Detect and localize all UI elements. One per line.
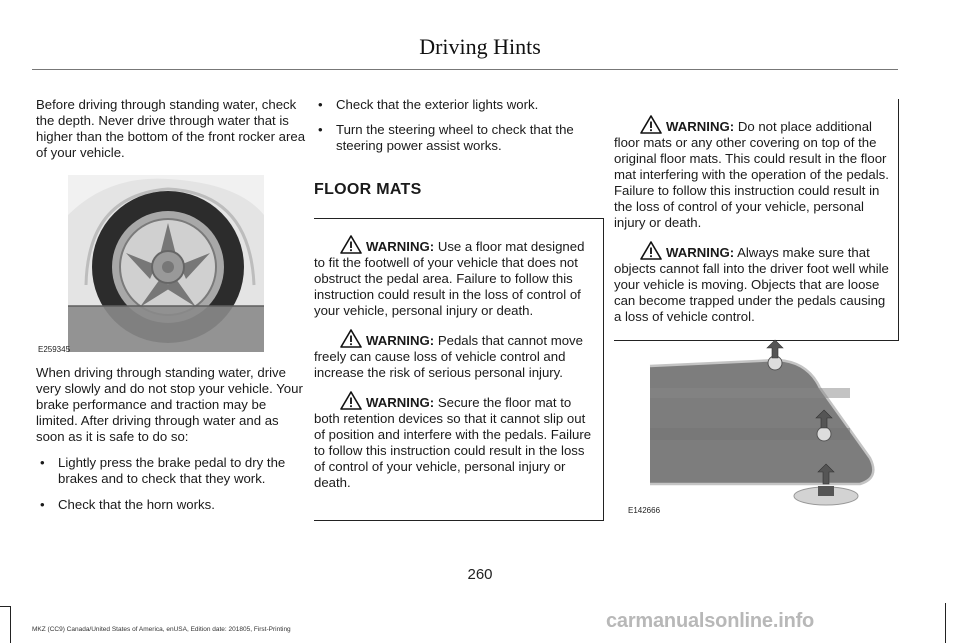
column-right	[614, 99, 899, 341]
crop-mark	[10, 606, 11, 643]
warning-paragraph	[314, 391, 599, 491]
after-water-checklist	[36, 455, 306, 513]
warning-label: WARNING:	[666, 245, 735, 260]
column-left	[36, 97, 306, 161]
list-item: • Turn the steering wheel to check that the steering power assist works.	[314, 122, 604, 154]
wheel-in-water-icon	[68, 175, 264, 352]
warning-triangle-icon	[340, 329, 362, 348]
header-rule	[32, 69, 898, 70]
column-left-lower	[36, 365, 306, 513]
intro-paragraph: Before driving through standing water, check the depth. Never drive through water that is higher than the bottom of the front rocker area of your vehicle.	[36, 97, 306, 160]
list-item: • Check that the exterior lights work.	[314, 97, 604, 113]
floor-mat-retention-icon	[628, 338, 890, 510]
warning-triangle-icon	[340, 391, 362, 410]
warning-triangle-icon	[640, 115, 662, 134]
warning-label: WARNING:	[366, 333, 435, 348]
warning-paragraph	[314, 235, 599, 319]
warning-box-additional-mats	[614, 99, 899, 341]
check-list-continued	[314, 97, 604, 154]
column-middle	[314, 97, 604, 521]
arrow-up-icon	[767, 340, 783, 370]
page-header-title: Driving Hints	[419, 34, 541, 59]
warning-label: WARNING:	[366, 239, 435, 254]
warning-paragraph	[314, 329, 599, 381]
warning-text: Pedals that cannot move freely can cause loss of vehicle control and increase the risk of serious personal injury.	[314, 333, 583, 380]
warning-text: Secure the floor mat to both retention devices so that it cannot slip out of position and interfere with the pedals. Failure to follow this instruction could result in the loss of control of your vehicle, personal injury or death.	[314, 395, 592, 490]
figure-code-floor-mat: E142666	[628, 506, 661, 515]
warning-paragraph	[614, 241, 894, 325]
page-number: 260	[467, 566, 493, 583]
warning-text: Use a floor mat designed to fit the footwell of your vehicle that does not obstruct the pedal area. Failure to follow this instruction could result in the loss of control of your vehicle, personal injury or death.	[314, 239, 585, 318]
list-item: • Check that the horn works.	[36, 497, 306, 513]
warning-label: WARNING:	[666, 119, 735, 134]
floor-mat-illustration	[628, 338, 890, 510]
watermark-site: carmanualsonline.info	[606, 610, 815, 632]
warning-box-floor-mats	[314, 218, 604, 521]
warning-triangle-icon	[640, 241, 662, 260]
warning-label: WARNING:	[366, 395, 435, 410]
footer-edition-text: MKZ (CC9) Canada/United States of America, enUSA, Edition date: 201805, First-Printing	[32, 626, 291, 633]
crop-mark	[945, 603, 946, 643]
warning-text: Do not place additional floor mats or any other covering on top of the original floor mats. This could result in the floor mat interfering with the operation of the pedals. Failure to follow this instruction could result in the loss of control of your vehicle, personal injury or death.	[614, 119, 889, 230]
list-item: • Lightly press the brake pedal to dry the brakes and to check that they work.	[36, 455, 306, 487]
wheel-illustration	[68, 175, 264, 352]
figure-code-wheel: E259345	[38, 345, 71, 354]
warning-text: Always make sure that objects cannot fall into the driver foot well while your vehicle is moving. Objects that are loose can become trapped under the pedals causing a loss of vehicle control.	[614, 245, 889, 324]
section-heading-floor-mats: FLOOR MATS	[314, 181, 422, 198]
warning-triangle-icon	[340, 235, 362, 254]
crop-mark	[0, 606, 10, 607]
warning-paragraph	[614, 115, 894, 231]
water-driving-paragraph: When driving through standing water, drive very slowly and do not stop your vehicle. Your brake performance and traction may be limited. After driving through water and as soon as it is safe to do so:	[36, 365, 303, 444]
